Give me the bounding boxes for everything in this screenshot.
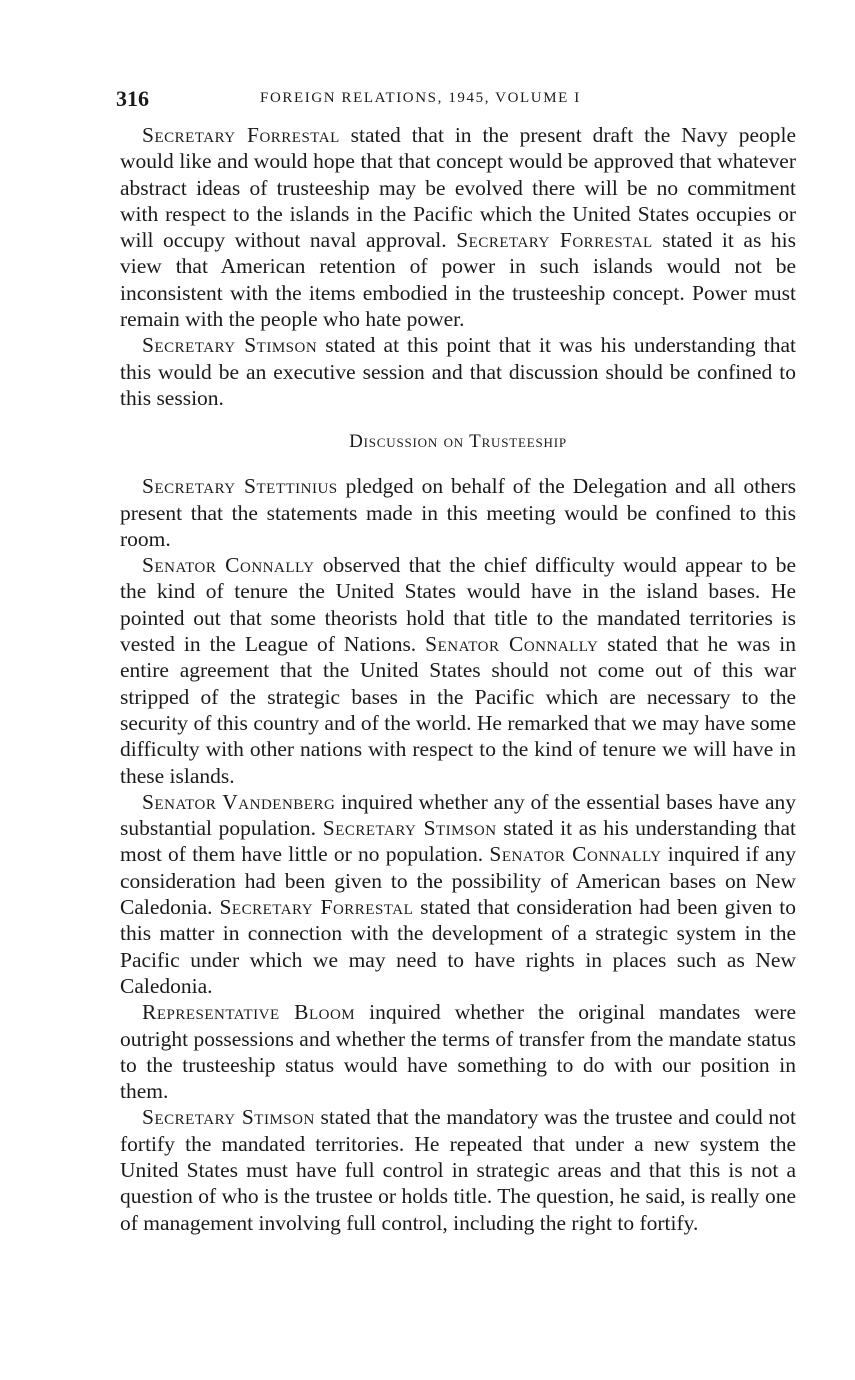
speaker-name: Secretary Stimson [142, 333, 318, 358]
speaker-name: Senator Vandenberg [142, 789, 336, 814]
paragraph-text: stated at this point that it was his understanding that this would be an executive session and that discussion should be confined to this session. [120, 333, 796, 410]
paragraph-stettinius [120, 473, 796, 552]
paragraph-text: observed that the chief difficulty would appear to be the kind of tenure the United States would have in the island bases. He pointed out that some theorists hold that title to the mandated territories is vested in the League of Nations. [120, 553, 796, 657]
speaker-name: Representative Bloom [142, 1000, 356, 1025]
document-page [116, 86, 797, 1236]
speaker-name: Secretary Forrestal [456, 228, 653, 253]
page-number: 316 [116, 86, 149, 111]
paragraph-text: inquired whether any of the essential bases have any substantial population. [120, 789, 796, 841]
paragraph-forrestal [120, 122, 796, 332]
speaker-name: Senator Connally [425, 632, 599, 657]
paragraph-stimson-mandatory [120, 1104, 796, 1235]
paragraph-text: pledged on behalf of the Delegation and all others present that the statements made in this meeting would be confined to this room. [120, 474, 797, 551]
paragraph-vandenberg [120, 789, 796, 999]
speaker-name: Secretary Stimson [322, 816, 497, 841]
speaker-name: Secretary Forrestal [219, 895, 414, 920]
paragraph-text: inquired if any consideration had been given to the possibility of American bases on New Caledonia. [120, 842, 797, 920]
speaker-name: Secretary Forrestal [142, 123, 340, 147]
paragraph-bloom [120, 999, 796, 1104]
speaker-name: Secretary Stimson [142, 1105, 315, 1130]
section-heading: Discussion on Trusteeship [349, 431, 567, 453]
paragraph-text: stated it as his view that American retention of power in such islands would not be inconsistent with the items embodied in the trusteeship concept. Power must remain with the people who hate power. [120, 228, 796, 332]
running-head [116, 86, 796, 122]
paragraph-connally [120, 552, 796, 789]
paragraph-text: stated that consideration had been given to this matter in connection with the development of a strategic system in the Pacific under which we may need to have rights in places such as New Caledonia. [120, 895, 796, 998]
paragraph-text: stated that he was in entire agreement that the United States should not come out of this war stripped of the strategic bases in the Pacific which are necessary to the security of this country and of the world. He remarked that we may have some difficulty with other nations with respect to the kind of tenure we will have in these islands. [120, 632, 796, 788]
running-title: FOREIGN RELATIONS, 1945, VOLUME I [260, 90, 581, 106]
paragraph-text: inquired whether the original mandates were outright possessions and whether the terms of transfer from the mandate status to the trusteeship status would have something to do with our position in them. [120, 1000, 797, 1104]
paragraph-stimson-session [120, 332, 796, 411]
speaker-name: Senator Connally [142, 553, 315, 578]
speaker-name: Senator Connally [489, 842, 662, 867]
paragraph-text: stated it as his understanding that most of them have little or no population. [120, 816, 796, 867]
paragraph-text: stated that the mandatory was the trustee and could not fortify the mandated territories. He repeated that under a new system the United States must have full control in strategic areas and that this is not a question of who is the trustee or holds title. The question, he said, is really one of management involving full control, including the right to fortify. [120, 1105, 797, 1235]
speaker-name: Secretary Stettinius [142, 474, 338, 499]
paragraph-text: stated that in the present draft the Navy people would like and would hope that that concept would be approved that whatever abstract ideas of trusteeship may be evolved there will be no commitment with respect to the islands in the Pacific which the United States occupies or will occupy without naval approval. [120, 123, 797, 253]
